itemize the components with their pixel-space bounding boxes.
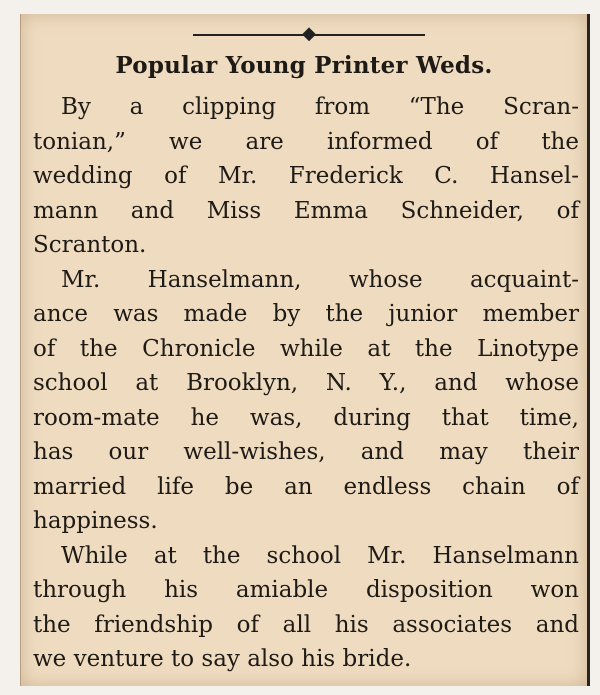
text-line: wedding of Mr. Frederick C. Hansel-: [33, 163, 579, 189]
rule-ornament-icon: ◆: [302, 23, 316, 44]
text-line: has our well-wishes, and may their: [33, 439, 579, 465]
text-line: ance was made by the junior member: [33, 301, 579, 327]
text-line: tonian,” we are informed of the: [33, 128, 579, 155]
text-line: married life be an endless chain of: [33, 473, 579, 500]
article-body: [33, 90, 579, 677]
text-line: we venture to say also his bride.: [33, 646, 412, 672]
text-line: school at Brooklyn, N. Y., and whose: [33, 370, 579, 396]
newspaper-clipping: [20, 14, 590, 686]
text-line: Mr. Hanselmann, whose acquaint-: [61, 266, 579, 293]
text-line: happiness.: [33, 508, 158, 534]
text-line: Scranton.: [33, 232, 147, 258]
text-line: mann and Miss Emma Schneider, of: [33, 197, 579, 224]
headline: Popular Young Printer Weds.: [115, 52, 493, 79]
text-line: through his amiable disposition won: [33, 577, 579, 603]
text-line: While at the school Mr. Hanselmann: [61, 542, 579, 569]
text-line: the friendship of all his associates and: [33, 611, 579, 638]
text-line: room-mate he was, during that time,: [33, 404, 579, 431]
text-line: By a clipping from “The Scran-: [61, 94, 579, 120]
text-line: of the Chronicle while at the Linotype: [33, 335, 579, 362]
